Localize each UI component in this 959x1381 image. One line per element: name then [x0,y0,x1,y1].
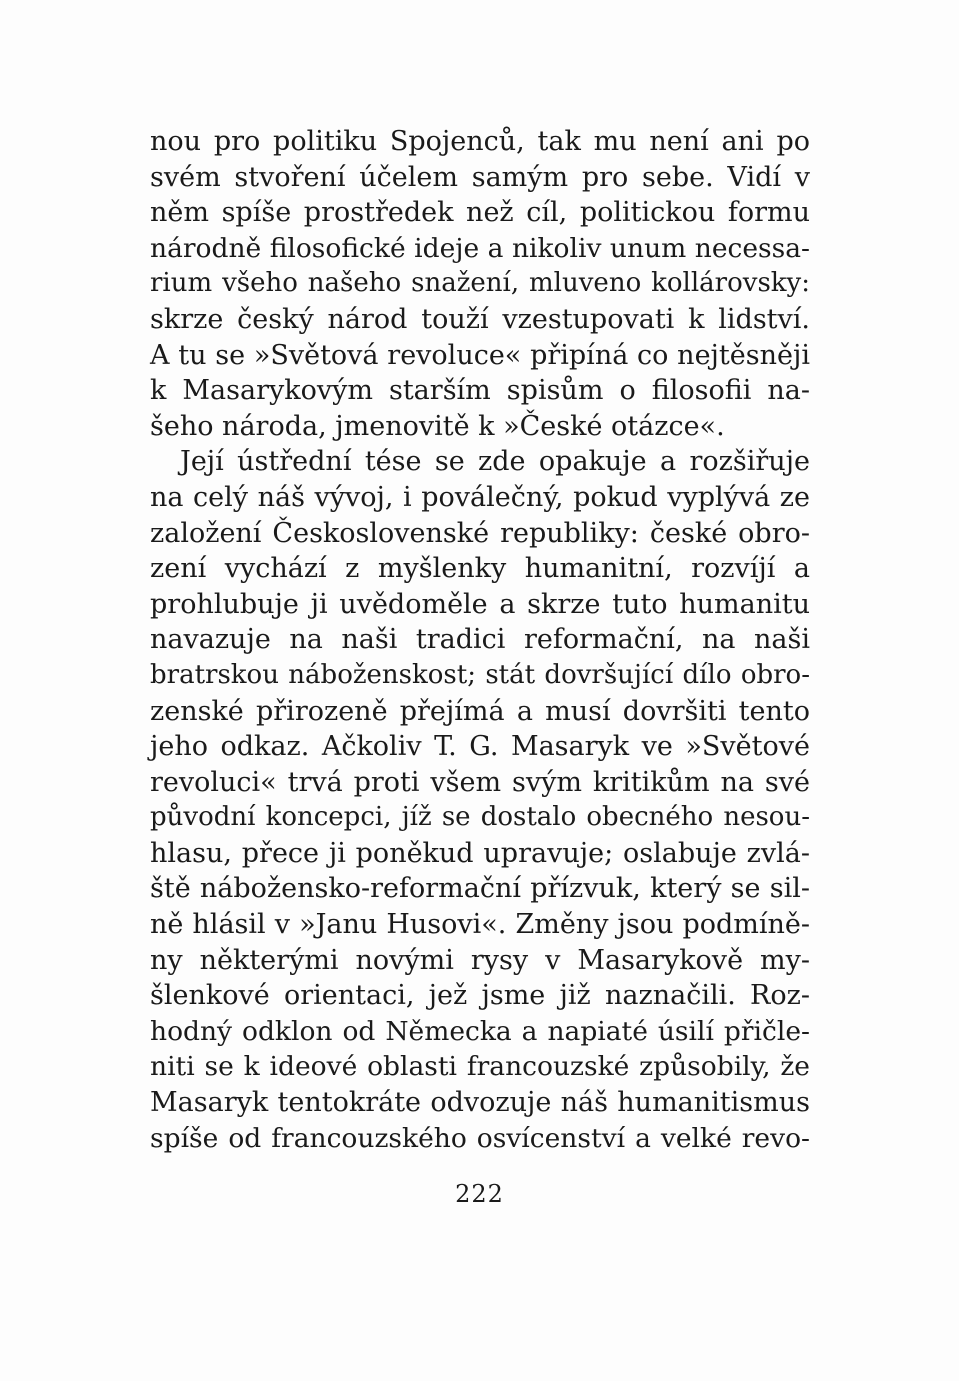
text-line: šeho národa, jmenovitě k »České otázce«. [150,410,725,442]
paragraph-start-line: Její ústřední tése se zde opakuje a rozšiřuje [180,446,810,478]
text-line: národně filosofické ideje a nikoliv unum necessa- [150,232,810,264]
text-line: založení Československé republiky: české obro- [150,517,810,549]
text-line: na celý náš vývoj, i poválečný, pokud vyplývá ze [150,481,810,513]
text-line: k Masarykovým starším spisům o filosofii na- [150,375,810,407]
text-line: zení vychází z myšlenky humanitní, rozvíjí a [150,553,810,585]
text-line: šlenkové orientaci, jež jsme již naznačili. Roz- [150,980,810,1012]
text-line: něm spíše prostředek než cíl, politickou formu [150,197,810,229]
text-line: spíše od francouzského osvícenství a velké revo- [150,1122,810,1154]
text-line: prohlubuje ji uvědoměle a skrze tuto humanitu [150,588,810,620]
text-line: A tu se »Světová revoluce« připíná co nejtěsněji [150,339,810,371]
text-line: jeho odkaz. Ačkoliv T. G. Masaryk ve »Světové [150,731,810,763]
body-text [150,124,810,1156]
text-line: ště nábožensko-reformační přízvuk, který se sil- [150,873,810,905]
text-line: skrze český národ touží vzestupovati k lidství. [150,303,810,335]
text-line: svém stvoření účelem samým pro sebe. Vidí v [150,161,810,193]
text-line: bratrskou náboženskost; stát dovršující dílo obro- [150,659,810,690]
text-line: ny některými novými rysy v Masarykově my- [150,944,810,976]
text-line: hodný odklon od Německa a napiaté úsilí přičle- [150,1015,810,1047]
page-number: 222 [455,1180,504,1208]
text-line: rium všeho našeho snažení, mluveno kollárovsky: [150,268,810,299]
text-line: revoluci« trvá proti všem svým kritikům na své [150,766,810,798]
text-line: ně hlásil v »Janu Husovi«. Změny jsou podmíně- [150,909,810,941]
text-line: původní koncepci, jíž se dostalo obecného nesou- [150,802,810,833]
text-line: nou pro politiku Spojenců, tak mu není ani po [150,126,810,157]
text-line: niti se k ideové oblasti francouzské způsobily, že [150,1051,810,1083]
text-line: zenské přirozeně přejímá a musí dovršiti tento [150,695,810,727]
text-line: navazuje na naši tradici reformační, na naši [150,624,810,656]
text-line: hlasu, přece ji poněkud upravuje; oslabuje zvlá- [150,837,810,869]
text-line: Masaryk tentokráte odvozuje náš humanitismus [150,1087,810,1119]
